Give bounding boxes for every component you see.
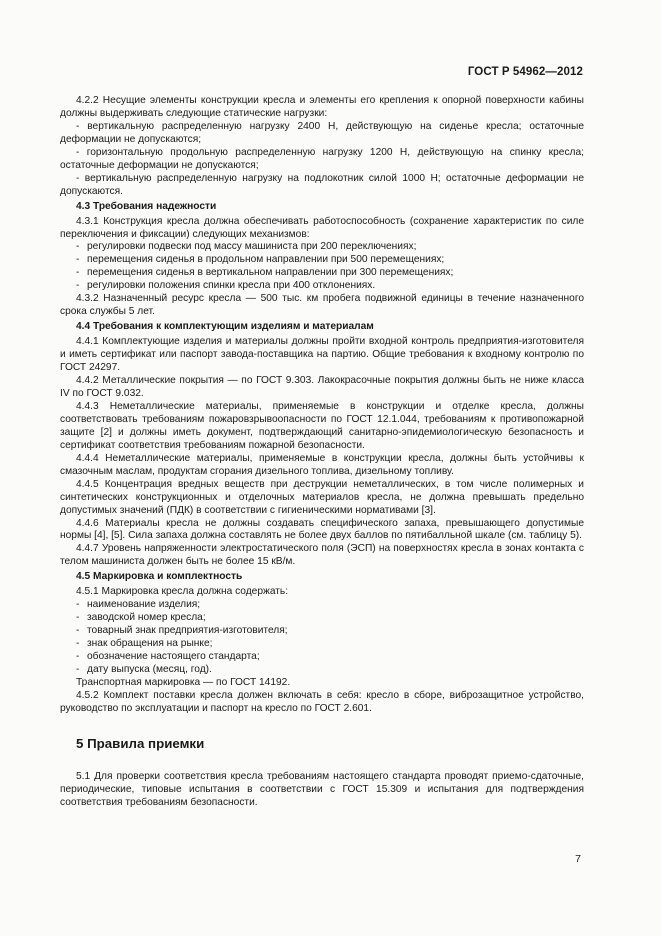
paragraph: 4.4.1 Комплектующие изделия и материалы должны пройти входной контроль предприятия-изготовителя и иметь сертификат или паспорт завода-поставщика на партию. Общие требования к входному контролю по ГОСТ 24297. [60,336,584,374]
section-heading: 4.3 Требования надежности [76,200,217,212]
paragraph: 4.4.3 Неметаллические материалы, применяемые в конструкции и отделке кресла, должны соответствовать требованиям пожаровзрывоопасности по ГОСТ 12.1.044, требованиям к противопожарной защите [2] и должны иметь документ, подтверждающий санитарно-эпидемиологическую безопасность и сертификат соответствия требованиям пожарной безопасности. [60,400,584,451]
paragraph: 4.2.2 Несущие элементы конструкции кресла и элементы его крепления к опорной поверхности кабины должны выдерживать следующие статические нагрузки: [60,95,584,119]
document-body [60,95,584,810]
paragraph: 4.3.2 Назначенный ресурс кресла — 500 тыс. км пробега подвижной единицы в течение назначенного срока службы 5 лет. [60,293,584,318]
list-dash: - [76,241,80,253]
list-item [60,612,584,625]
list-dash: - [76,663,80,675]
list-dash: - [76,651,80,663]
list-item [60,267,584,280]
list-item-text: регулировки подвески под массу машиниста при 200 переключениях; [87,241,417,253]
list-item-text: перемещения сиденья в продольном направлении при 500 перемещениях; [87,254,445,266]
list-item [60,254,584,267]
paragraph: 4.4.6 Материалы кресла не должны создавать специфического запаха, превышающего допустимые нормы [4], [5]. Сила запаха должна составлять не более двух баллов по пятибалльной шкале (см. таблицу 5). [60,517,584,542]
paragraph: 4.4.4 Неметаллические материалы, применяемые в конструкции кресла, должны быть устойчивы к смазочным маслам, продуктам сгорания дизельного топлива, дизельному топливу. [60,452,584,477]
section-heading: 4.4 Требования к комплектующим изделиям и материалам [76,321,374,333]
list-item-text: обозначение настоящего стандарта; [87,651,260,663]
list-item [60,664,584,677]
paragraph: - горизонтальную продольную распределенную нагрузку 1200 Н, действующую на спинку кресла; остаточные деформации не допускаются; [60,146,584,171]
list-item-text: товарный знак предприятия-изготовителя; [87,625,288,637]
list-dash: - [76,599,80,611]
paragraph: 4.4.5 Концентрация вредных веществ при деструкции неметаллических, в том числе полимерных и синтетических конструкционных и отделочных материалов кресла, не должна превышать предельно допустимых значений (ПДК) в соответствии с гигиеническими нормативами [3]. [60,478,584,516]
list-dash: - [76,254,80,266]
list-dash: - [76,612,80,624]
list-item [60,599,584,612]
list-item [60,625,584,638]
page-number: 7 [575,853,581,865]
list-dash: - [76,280,80,292]
list-item-text: дату выпуска (месяц, год). [87,663,212,675]
page-header-title: ГОСТ Р 54962—2012 [467,66,583,78]
list-item-text: перемещения сиденья в вертикальном направлении при 300 перемещениях; [87,267,454,279]
list-item [60,280,584,293]
paragraph: 4.3.1 Конструкция кресла должна обеспечивать работоспособность (сохранение характеристик по силе переключения и фиксации) следующих механизмов: [60,215,584,240]
paragraph: 4.4.7 Уровень напряженности электростатического поля (ЭСП) на поверхностях кресла в зонах контакта с телом машиниста должен быть не более 15 кВ/м. [60,543,584,568]
paragraph: 4.4.2 Металлические покрытия — по ГОСТ 9.303. Лакокрасочные покрытия должны быть не ниже класса IV по ГОСТ 9.032. [60,375,584,399]
paragraph: - вертикальную распределенную нагрузку 2400 Н, действующую на сиденье кресла; остаточные деформации не допускаются; [60,120,584,145]
paragraph: 4.5.1 Маркировка кресла должна содержать: [76,586,289,598]
list-item [60,651,584,664]
paragraph: 5.1 Для проверки соответствия кресла требованиям настоящего стандарта проводят приемо-сдаточные, периодические, типовые испытания в соответствии с ГОСТ 15.309 и испытания для подтверждения соответствия требованиям безопасности. [60,770,584,808]
list-item-text: регулировки положения спинки кресла при 400 отклонениях. [87,280,376,292]
paragraph: - вертикальную распределенную нагрузку на подлокотник силой 1000 Н; остаточные деформации не допускаются. [60,172,584,197]
paragraph: Транспортная маркировка — по ГОСТ 14192. [76,676,291,688]
list-dash: - [76,625,80,637]
list-dash: - [76,638,80,650]
list-item [60,241,584,254]
paragraph: 4.5.2 Комплект поставки кресла должен включать в себя: кресло в сборе, виброзащитное устройство, руководство по эксплуатации и паспорт на кресло по ГОСТ 2.601. [60,689,584,714]
list-item-text: заводской номер кресла; [87,612,206,624]
list-dash: - [76,267,80,279]
list-item-text: наименование изделия; [87,599,201,611]
chapter-heading: 5 Правила приемки [76,735,205,751]
list-item [60,638,584,651]
list-item-text: знак обращения на рынке; [87,638,213,650]
section-heading: 4.5 Маркировка и комплектность [76,571,243,583]
